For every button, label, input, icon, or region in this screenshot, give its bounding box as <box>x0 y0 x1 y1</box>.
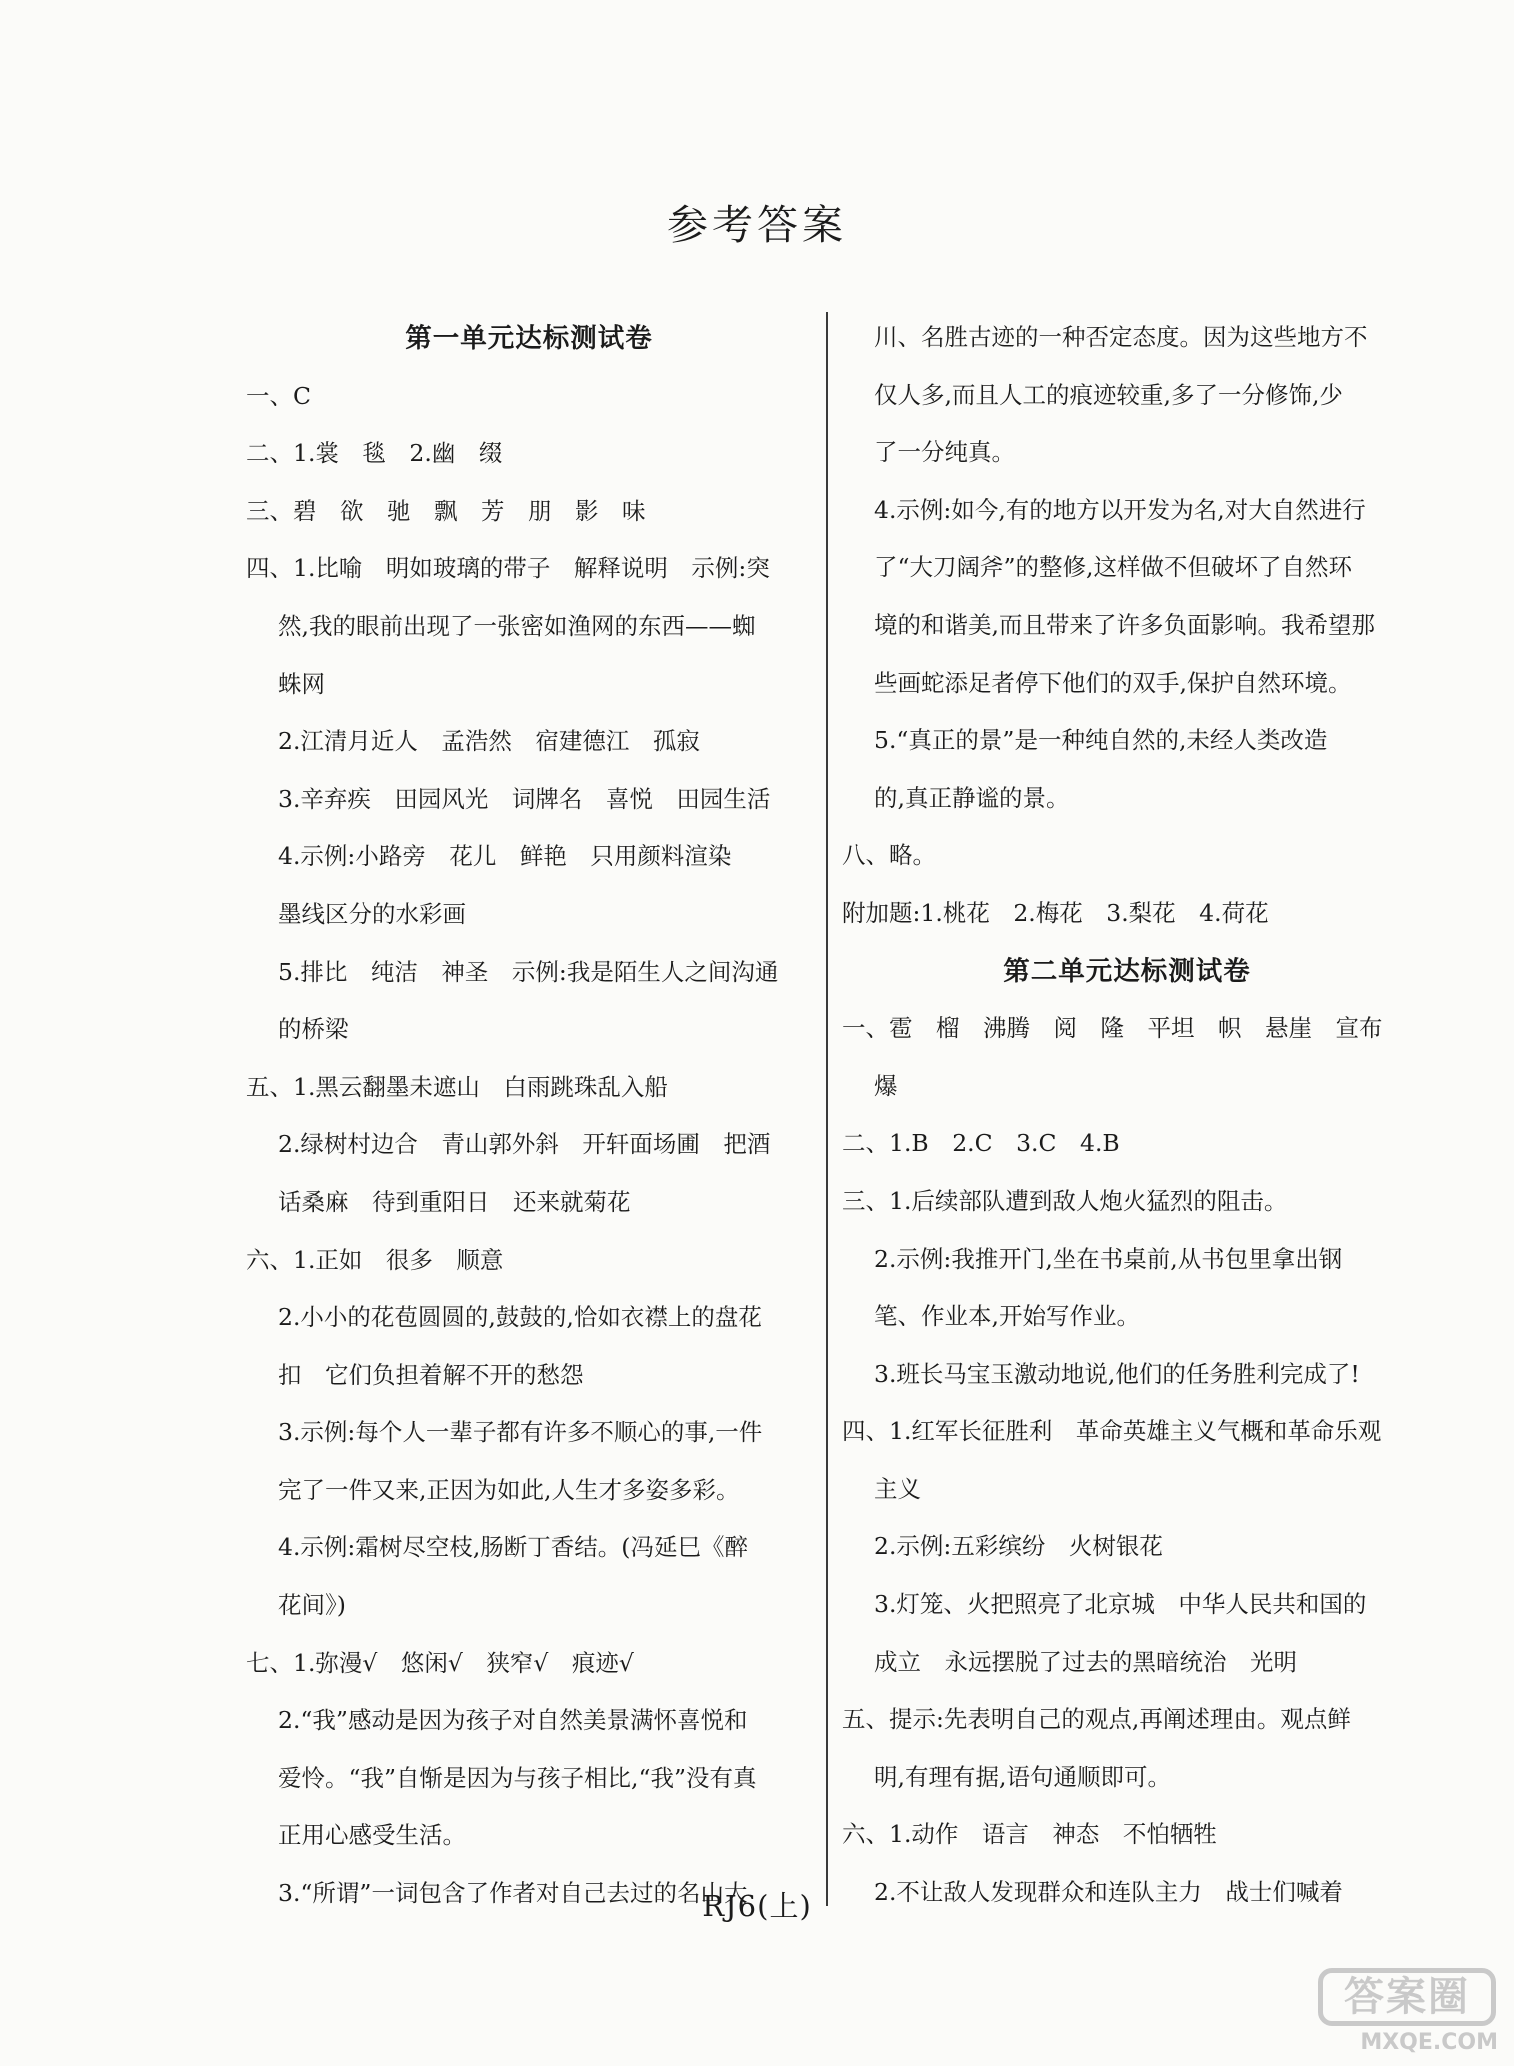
answer-line: 境的和谐美,而且带来了许多负面影响。我希望那 <box>874 610 1375 639</box>
answer-line: 川、名胜古迹的一种否定态度。因为这些地方不 <box>874 323 1368 351</box>
answer-line: 了“大刀阔斧”的整修,这样做不但破坏了自然环 <box>874 553 1352 582</box>
answer-line: 笔、作业本,开始写作业。 <box>874 1302 1140 1331</box>
answer-line: 蛛网 <box>278 669 325 698</box>
right-column <box>842 309 1412 1922</box>
answer-line: 墨线区分的水彩画 <box>278 899 466 928</box>
left-column <box>246 310 812 1923</box>
page-footer-code: RJ6(上) <box>702 1889 812 1923</box>
answer-line: 完了一件又来,正因为如此,人生才多姿多彩。 <box>278 1475 740 1504</box>
answer-line: 4.示例:霜树尽空枝,肠断丁香结。(冯延巳《醉 <box>278 1533 748 1562</box>
answer-line: 2.小小的花苞圆圆的,鼓鼓的,恰如衣襟上的盘花 <box>278 1303 762 1332</box>
answer-line: 三、碧 欲 驰 飘 芳 朋 影 味 <box>246 496 646 525</box>
answer-line: 七、1.弥漫√ 悠闲√ 狭窄√ 痕迹√ <box>246 1648 634 1677</box>
answer-line: 正用心感受生活。 <box>278 1821 466 1850</box>
watermark-url: MXQE.COM <box>1360 2030 1498 2055</box>
answer-line: 附加题:1.桃花 2.梅花 3.梨花 4.荷花 <box>842 898 1269 927</box>
answer-line: 六、1.动作 语言 神态 不怕牺牲 <box>842 1820 1217 1849</box>
answer-line: 4.示例:小路旁 花儿 鲜艳 只用颜料渲染 <box>278 842 732 871</box>
answer-line: 的桥梁 <box>278 1015 349 1044</box>
answer-line: 3.班长马宝玉激动地说,他们的任务胜利完成了! <box>874 1359 1360 1388</box>
watermark <box>1318 1968 1498 2060</box>
answer-line: 话桑麻 待到重阳日 还来就菊花 <box>278 1187 631 1216</box>
answer-line: 3.辛弃疾 田园风光 词牌名 喜悦 田园生活 <box>278 784 771 813</box>
page-title: 参考答案 <box>667 201 847 249</box>
answer-line: 五、1.黑云翻墨未遮山 白雨跳珠乱入船 <box>246 1072 668 1101</box>
answer-line: 爆 <box>874 1071 898 1100</box>
answer-line: 2.江清月近人 孟浩然 宿建德江 孤寂 <box>278 727 700 756</box>
answer-line: 3.灯笼、火把照亮了北京城 中华人民共和国的 <box>874 1590 1367 1619</box>
answer-line: 仅人多,而且人工的痕迹较重,多了一分修饰,少 <box>874 380 1343 409</box>
answer-line: 明,有理有据,语句通顺即可。 <box>874 1762 1171 1791</box>
answer-line: 3.示例:每个人一辈子都有许多不顺心的事,一件 <box>278 1418 763 1447</box>
section-title-unit-2: 第二单元达标测试卷 <box>1003 955 1251 987</box>
answer-line: 5.排比 纯洁 神圣 示例:我是陌生人之间沟通 <box>278 957 779 986</box>
answer-line: 主义 <box>874 1474 921 1503</box>
answer-line: 四、1.比喻 明如玻璃的带子 解释说明 示例:突 <box>246 554 770 583</box>
answer-line: 一、雹 榴 沸腾 阅 隆 平坦 帜 悬崖 宣布 <box>842 1014 1383 1043</box>
answer-line: 的,真正静谧的景。 <box>874 783 1070 812</box>
answer-line: 2.示例:五彩缤纷 火树银花 <box>874 1532 1163 1561</box>
answer-line: 扣 它们负担着解不开的愁怨 <box>278 1360 584 1389</box>
answer-line: 二、1.裳 毯 2.幽 缀 <box>246 439 503 468</box>
answer-line: 五、提示:先表明自己的观点,再阐述理由。观点鲜 <box>842 1705 1351 1734</box>
answer-line: 2.绿树村边合 青山郭外斜 开轩面场圃 把酒 <box>278 1130 771 1159</box>
section-title-unit-1: 第一单元达标测试卷 <box>405 323 653 354</box>
answer-line: 一、C <box>246 381 311 410</box>
answer-line: 二、1.B 2.C 3.C 4.B <box>842 1129 1120 1158</box>
column-divider <box>826 312 828 1906</box>
answer-line: 四、1.红军长征胜利 革命英雄主义气概和革命乐观 <box>842 1417 1382 1446</box>
answer-line: 2.不让敌人发现群众和连队主力 战士们喊着 <box>874 1878 1343 1907</box>
answer-line: 5.“真正的景”是一种纯自然的,未经人类改造 <box>874 726 1328 755</box>
answer-line: 成立 永远摆脱了过去的黑暗统治 光明 <box>874 1647 1297 1676</box>
answer-logo-icon: 答案圈 <box>1318 1968 1496 2026</box>
answer-line: 了一分纯真。 <box>874 438 1015 467</box>
answer-line: 2.示例:我推开门,坐在书桌前,从书包里拿出钢 <box>874 1244 1343 1273</box>
answer-line: 2.“我”感动是因为孩子对自然美景满怀喜悦和 <box>278 1706 748 1735</box>
answer-line: 爱怜。“我”自惭是因为与孩子相比,“我”没有真 <box>278 1763 757 1792</box>
answer-line: 六、1.正如 很多 顺意 <box>246 1245 504 1274</box>
answer-line: 3.“所谓”一词包含了作者对自己去过的名山大 <box>278 1879 748 1908</box>
answer-line: 三、1.后续部队遭到敌人炮火猛烈的阻击。 <box>842 1186 1288 1215</box>
answer-line: 八、略。 <box>842 841 936 870</box>
answer-line: 然,我的眼前出现了一张密如渔网的东西——蜘 <box>278 611 756 640</box>
answer-line: 花间》) <box>278 1591 346 1620</box>
answer-line: 些画蛇添足者停下他们的双手,保护自然环境。 <box>874 668 1352 697</box>
answer-line: 4.示例:如今,有的地方以开发为名,对大自然进行 <box>874 495 1366 524</box>
